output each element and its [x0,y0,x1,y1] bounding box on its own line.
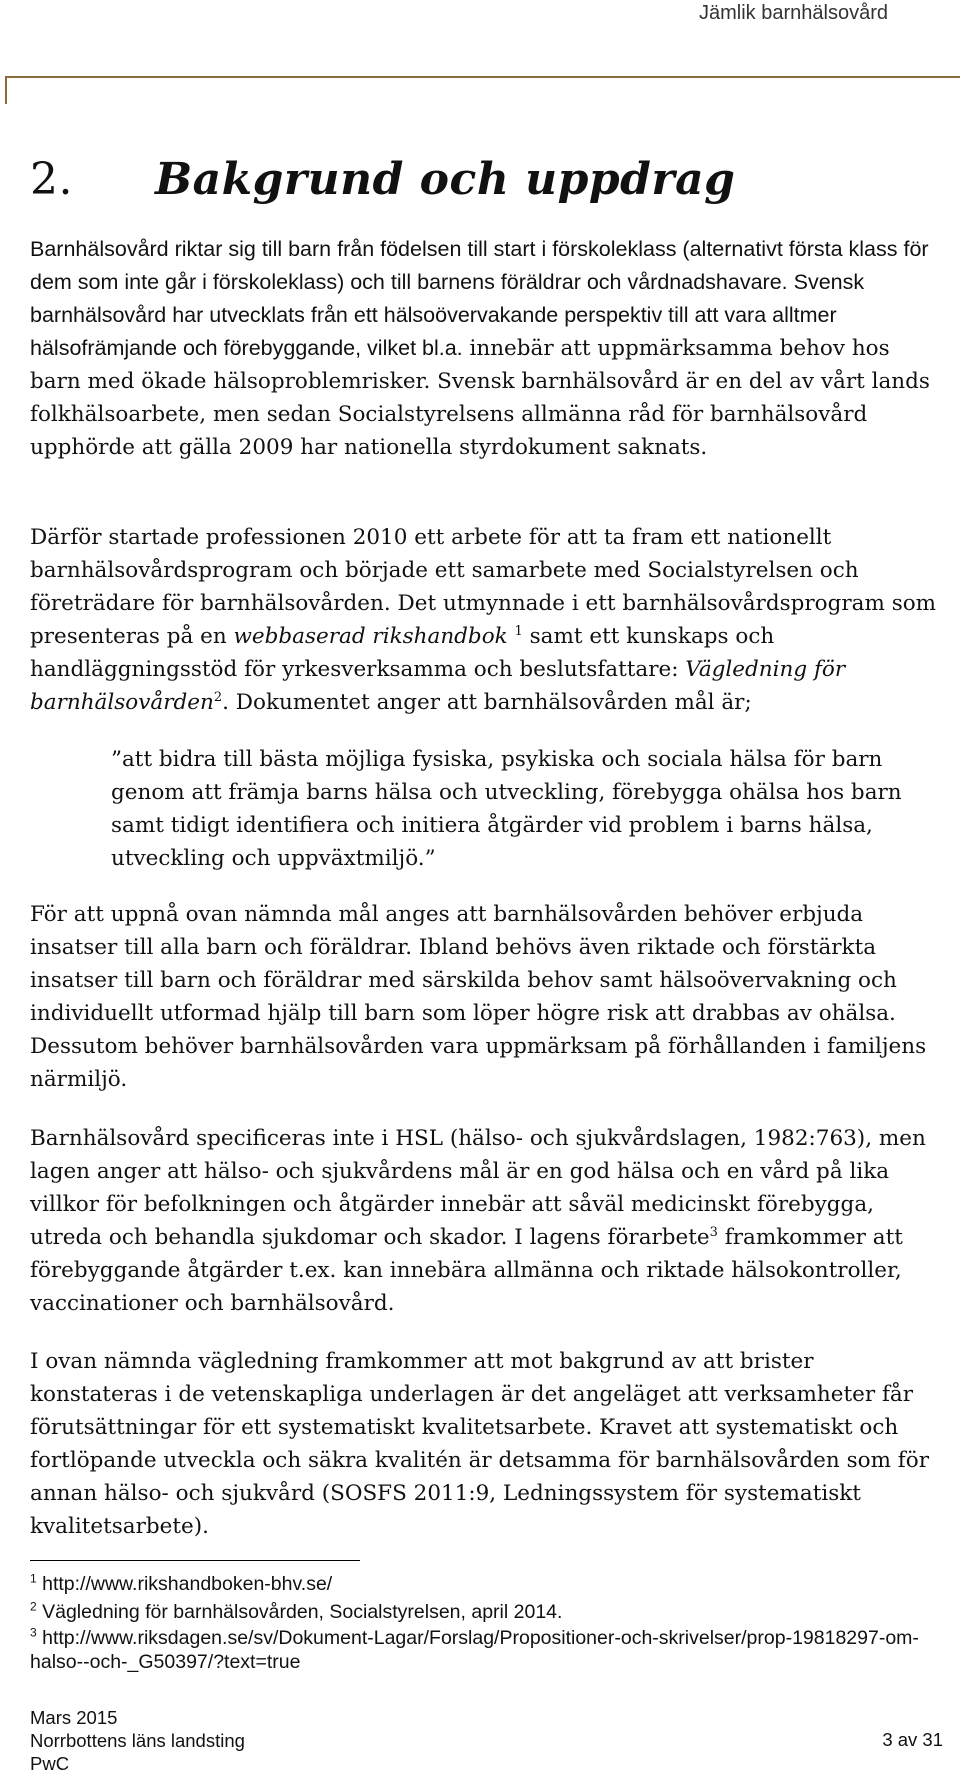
page-number: 3 av 31 [882,1729,943,1750]
footnote-2-text: Vägledning för barnhälsovården, Socialstyrelsen, april 2014. [42,1601,563,1623]
footnote-1 [30,1572,940,1596]
paragraph-1-part-a: Barnhälsovård riktar sig till barn från födelsen till start i förskoleklass (alternativt första klass för dem som inte går i förskoleklass) och till barnens föräldrar och vårdnadshavare. Svensk barnhälsovård har utvecklats från ett hälsoövervakande perspektiv till att vara alltmer hälsofrämjande och förebyggande, vilket bl.a. [30,237,929,360]
block-quote: ”att bidra till bästa möjliga fysiska, psykiska och sociala hälsa för barn genom att främja barns hälsa och utveckling, förebygga ohälsa hos barn samt tidigt identifiera och initiera åtgärder vid problem i barns hälsa, utveckling och uppväxtmiljö.” [111,747,902,871]
footnote-ref-2: 2 [213,689,223,705]
page-footer [30,1706,940,1775]
section-heading [30,154,735,205]
footnote-separator [30,1560,360,1561]
paragraph-1 [30,233,940,464]
header-rule [5,76,960,78]
running-header: Jämlik barnhälsovård [699,2,888,24]
section-title: Bakgrund och uppdrag [154,154,736,205]
paragraph-4-part-b: framkommer att förebyggande åtgärder t.ex. kan innebära allmänna och riktade hälsokontroller, vaccinationer och barnhälsovård. [30,1225,903,1316]
footnote-3-number: 3 [30,1625,37,1640]
paragraph-5: I ovan nämnda vägledning framkommer att mot bakgrund av att brister konstateras i de vetenskapliga underlagen är det angeläget att verksamheter får förutsättningar för ett systematiskt kvalitetsarbete. Kravet att systematiskt och fortlöpande utveckla och säkra kvalitén är detsamma för barnhälsovården som för annan hälso- och sjukvård (SOSFS 2011:9, Ledningssystem för systematiskt kvalitetsarbete). [30,1349,929,1539]
footer-author: PwC [30,1753,70,1774]
footnote-ref-1: 1 [514,623,523,639]
paragraph-2-part-a: Därför startade professionen 2010 ett arbete för att ta fram ett nationellt barnhälsovårdsprogram och började ett samarbete med Socialstyrelsen och företrädare för barnhälsovården. Det utmynnade i ett barnhälsovårdsprogram som presenteras på en [30,525,937,649]
paragraph-2 [30,521,940,719]
rikshandbok-reference: webbaserad rikshandbok [233,624,508,649]
paragraph-3: För att uppnå ovan nämnda mål anges att barnhälsovården behöver erbjuda insatser till alla barn och föräldrar. Ibland behövs även riktade och förstärkta insatser till barn och föräldrar med särskilda behov samt hälsoövervakning och individuellt utformad hjälp till barn som löper högre risk att drabbas av ohälsa. Dessutom behöver barnhälsovården vara uppmärksam på förhållanden i familjens närmiljö. [30,902,927,1092]
footer-date: Mars 2015 [30,1707,118,1728]
vagledning-reference: Vägledning för barnhälsovården [30,657,846,715]
footnote-3 [30,1626,940,1674]
footnote-ref-3: 3 [709,1224,718,1240]
paragraph-1-part-b: innebär att uppmärksamma behov hos barn med ökade hälsoproblemrisker. Svensk barnhälsovård är en del av vårt lands folkhälsoarbete, men sedan Socialstyrelsens allmänna råd för barnhälsovård upphörde att gälla 2009 har nationella styrdokument saknats. [30,336,930,460]
footer-organization: Norrbottens läns landsting [30,1730,245,1751]
footnote-1-number: 1 [30,1571,37,1586]
paragraph-2-part-b: samt ett kunskaps och handläggningsstöd för yrkesverksamma och beslutsfattare: [30,624,775,682]
footnote-3-link[interactable]: http://www.riksdagen.se/sv/Dokument-Lagar/Forslag/Propositioner-och-skrivelser/prop-19818297-om-halso--och-_G50397/?text=true [30,1627,919,1673]
footnote-1-link[interactable]: http://www.rikshandboken-bhv.se/ [42,1573,333,1595]
paragraph-4 [30,1122,940,1320]
footnote-2-number: 2 [30,1599,37,1614]
footnote-2 [30,1600,940,1624]
header-rule-tick [5,76,7,104]
paragraph-4-part-a: Barnhälsovård specificeras inte i HSL (hälso- och sjukvårdslagen, 1982:763), men lagen anger att hälso- och sjukvårdens mål är en god hälsa och en vård på lika villkor för befolkningen och åtgärder innebär att såväl medicinskt förebygga, utreda och behandla sjukdomar och skador. I lagens förarbete [30,1126,926,1250]
section-number: 2. [30,154,73,205]
paragraph-2-part-c: . Dokumentet anger att barnhälsovården mål är; [222,690,752,715]
